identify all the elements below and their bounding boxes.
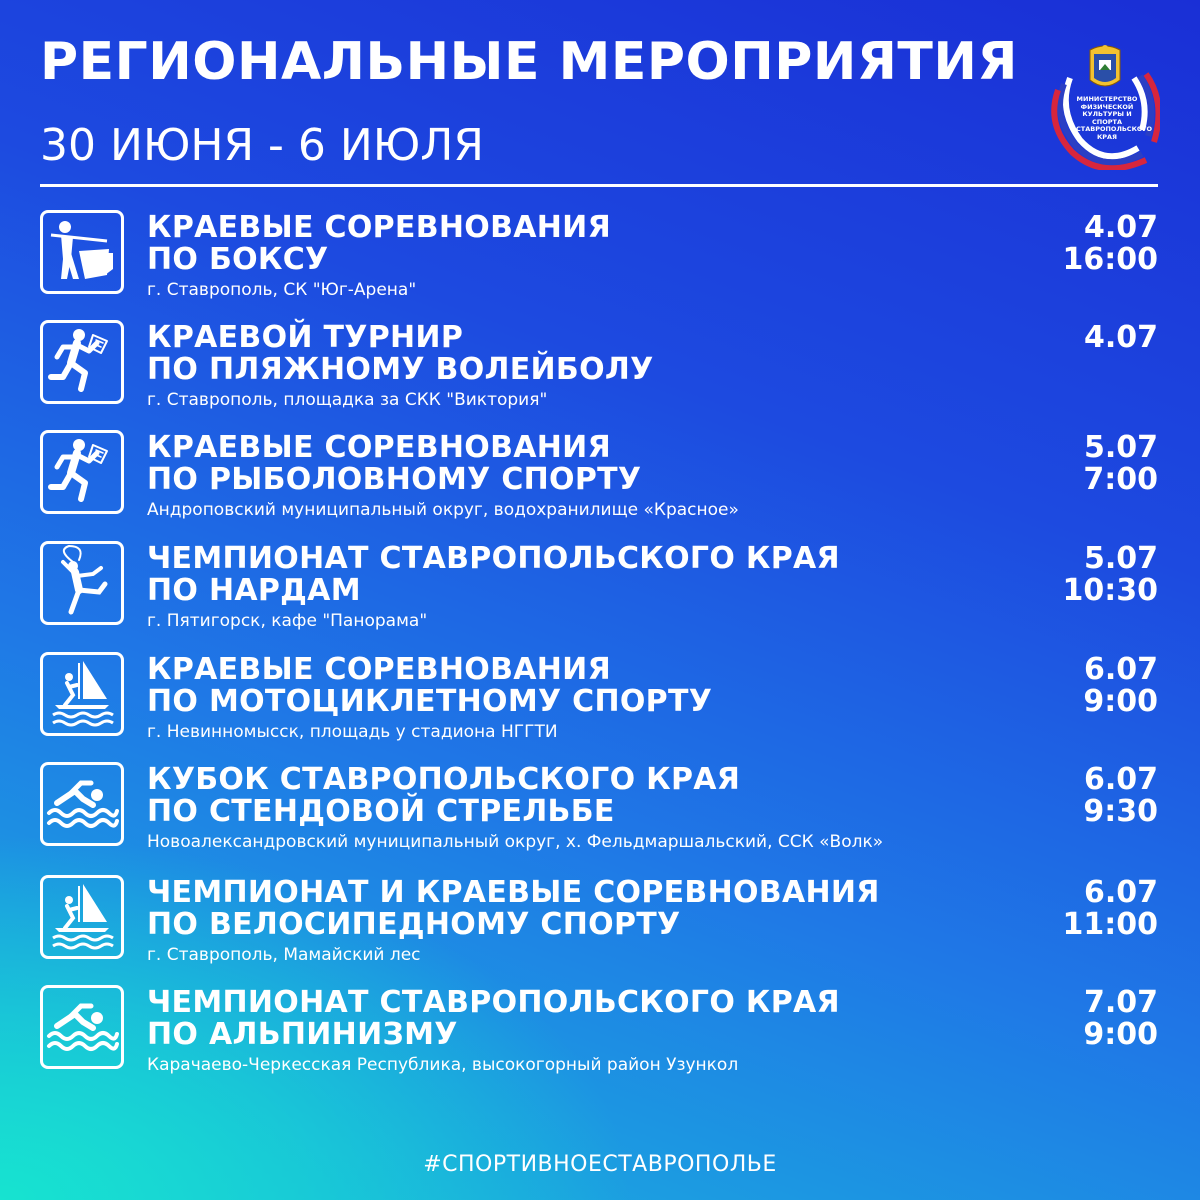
event-item [40,875,1158,971]
runner-icon [40,430,124,514]
swimmer-icon [40,762,124,846]
event-datetime: 5.07 7:00 [1083,430,1158,497]
event-item [40,652,1158,748]
event-item [40,762,1158,858]
event-datetime: 6.07 9:30 [1083,762,1158,829]
event-title: КРАЕВЫЕ СОРЕВНОВАНИЯ ПО МОТОЦИКЛЕТНОМУ СПОРТУ [147,652,713,719]
runner-icon [40,320,124,404]
event-title: ЧЕМПИОНАТ СТАВРОПОЛЬСКОГО КРАЯ ПО НАРДАМ [147,541,840,608]
event-datetime: 7.07 9:00 [1083,985,1158,1052]
ministry-logo-text: МИНИСТЕРСТВО ФИЗИЧЕСКОЙ КУЛЬТУРЫ И СПОРТА СТАВРОПОЛЬСКОГО КРАЯ [1076,95,1153,141]
event-datetime: 6.07 11:00 [1062,875,1158,942]
event-title: КРАЕВОЙ ТУРНИР ПО ПЛЯЖНОМУ ВОЛЕЙБОЛУ [147,320,654,387]
event-location: Андроповский муниципальный округ, водохранилище «Красное» [147,500,739,520]
event-datetime: 6.07 9:00 [1083,652,1158,719]
event-location: г. Ставрополь, площадка за СКК "Виктория" [147,390,548,410]
event-location: г. Ставрополь, СК "Юг-Арена" [147,280,417,300]
event-item [40,985,1158,1081]
billiards-icon [40,210,124,294]
event-item [40,541,1158,637]
event-title: КРАЕВЫЕ СОРЕВНОВАНИЯ ПО БОКСУ [147,210,611,277]
event-item [40,320,1158,416]
hashtag: #СПОРТИВНОЕСТАВРОПОЛЬЕ [423,1152,777,1177]
event-location: Новоалександровский муниципальный округ, х. Фельдмаршальский, ССК «Волк» [147,832,884,852]
windsurfer-icon [40,875,124,959]
date-range: 30 ИЮНЯ - 6 ИЮЛЯ [40,120,484,171]
event-item [40,210,1158,306]
event-title: КРАЕВЫЕ СОРЕВНОВАНИЯ ПО РЫБОЛОВНОМУ СПОРТУ [147,430,642,497]
event-location: г. Ставрополь, Мамайский лес [147,945,421,965]
rhythmic-gymnast-icon [40,541,124,625]
event-datetime: 4.07 16:00 [1062,210,1158,277]
event-location: г. Пятигорск, кафе "Панорама" [147,611,428,631]
page-title: РЕГИОНАЛЬНЫЕ МЕРОПРИЯТИЯ [40,32,1018,92]
coat-of-arms-icon [1090,45,1120,86]
header-divider [40,184,1158,187]
event-title: ЧЕМПИОНАТ СТАВРОПОЛЬСКОГО КРАЯ ПО АЛЬПИНИЗМУ [147,985,840,1052]
windsurfer-icon [40,652,124,736]
event-location: г. Невинномысск, площадь у стадиона НГГТИ [147,722,558,742]
event-location: Карачаево-Черкесская Республика, высокогорный район Узункол [147,1055,739,1075]
event-datetime: 4.07 [1083,320,1158,355]
event-title: ЧЕМПИОНАТ И КРАЕВЫЕ СОРЕВНОВАНИЯ ПО ВЕЛОСИПЕДНОМУ СПОРТУ [147,875,880,942]
event-title: КУБОК СТАВРОПОЛЬСКОГО КРАЯ ПО СТЕНДОВОЙ СТРЕЛЬБЕ [147,762,741,829]
event-item [40,430,1158,526]
swimmer-icon [40,985,124,1069]
event-datetime: 5.07 10:30 [1062,541,1158,608]
